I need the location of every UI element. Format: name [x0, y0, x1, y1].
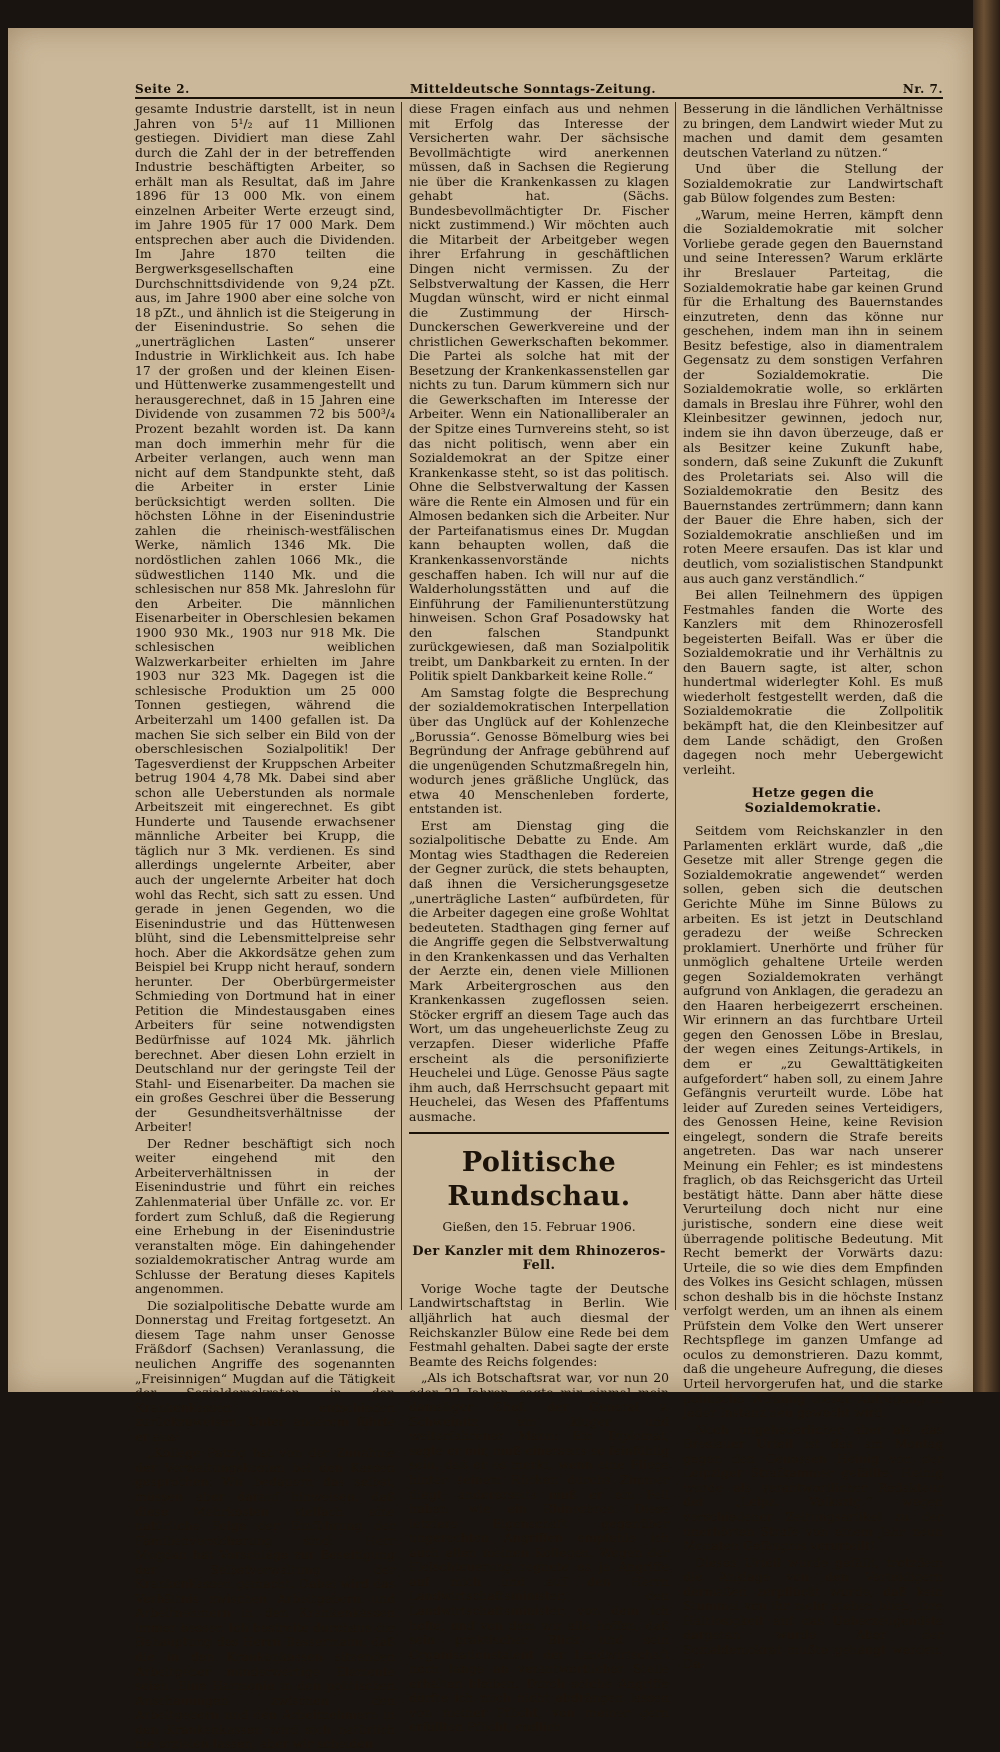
issue-number: Nr. 7.: [902, 82, 943, 96]
paragraph: „Als ich Botschaftsrat war, vor nun 20 oder 22 Jahren, sagte mir einmal mein damaliger Chef, der General v. Schweinitz, ein kluger und welterfahrener Mann: Ein Diplomat, sagte er mir, muß einerseits so feinfühlig sein, daß er es merkt, wenn eine Fliege hinter seinem Rücken durchs Zimmer fliegt; andererseits muß er ein Fell haben, wie ein Rhinozeros. Diese letztere Eigenschaft gegenüber ungerechten Angriffen empfehle ich auch allen meinen Kollegen. Wegen der Fleischteuerung regnete es ja Angriffe auf mich und auf den Herrn Landwirtschaftsminister, den Landwirtschaftsminister, von dem ich hoffe, und von dem wir alle hoffen, daß sein praktischer Blick und sein Organisationstalent der Landwirtschaft noch lange an verantwortlicher Stelle erhalten bleiben. Durch solche Angriffe dürfte ich mich nicht abdrängen lassen von meiner Pflicht, von meiner gern erfüllten Pflicht, endlich: [409, 1370, 669, 1735]
page-number: Seite 2.: [135, 82, 190, 96]
column-2: [409, 101, 669, 1735]
paragraph: Dieses Urteil wurde gefällt, trotzdem die Anklage von den Verteidigern dermaßen zerpflückt wurde, daß kein Stummel von ihr mehr stehen blieb, ihre Haltlosigkeit auf das Ueberzeugendste dargetan wurde. Aber der Sozialdemokrat mußte gehängt werden. Da-: [683, 1554, 943, 1672]
header-rule: [135, 97, 943, 99]
column-3: [683, 101, 943, 1672]
page-header: [135, 82, 943, 96]
column-1: [135, 101, 395, 1752]
paragraph: Die sozialpolitische Debatte wurde am Donnerstag und Freitag fortgesetzt. An diesem Tage nahm unser Genosse Fräßdorf (Sachsen) Veranlassung, die neulichen Angriffe des sogenannten „Freisinnigen“ Mugdan auf die Tätigkeit der Sozialdemokraten in den Krankenkassen entschieden zurückzuweisen. Unter anderem führte er aus:: [135, 1297, 395, 1444]
paragraph: gesamte Industrie darstellt, ist in neun Jahren von 5¹/₂ auf 11 Millionen gestiegen. Dividiert man diese Zahl durch die Zahl der in der betreffenden Industrie beschäftigten Arbeiter, so erhält man als Resultat, daß im Jahre 1896 für 13 000 Mk. von einem einzelnen Arbeiter Werte erzeugt sind, im Jahre 1905 für 17 000 Mark. Dem entsprechen aber auch die Dividenden. Im Jahre 1870 teilten die Bergwerksgesellschaften eine Durchschnittsdividende von 9,24 pZt. aus, im Jahre 1900 aber eine solche von 18 pZt., und ähnlich ist die Steigerung in der Eisenindustrie. So sehen die „unerträglichen Lasten“ unserer Industrie in Wirklichkeit aus. Ich habe 17 der großen und der kleinen Eisen- und Hüttenwerke zusammengestellt und herausgerechnet, daß in 15 Jahren eine Dividende von zusammen 72 bis 500³/₄ Prozent bezahlt worden ist. Da kann man doch immerhin mehr für die Arbeiter verlangen, auch wenn man nicht auf dem Standpunkte steht, daß die Arbeiter in erster Linie berücksichtigt werden sollten. Die höchsten Löhne in der Eisenindustrie zahlen die rheinisch-westfälischen Werke, nämlich 1346 Mk. Die nordöstlichen zahlen 1066 Mk., die südwestlichen 1140 Mk. und die schlesischen nur 858 Mk. Jahreslohn für den Arbeiter. Die männlichen Eisenarbeiter in Oberschlesien bekamen 1900 930 Mk., 1903 nur 918 Mk. Die schlesischen weiblichen Walzwerkarbeiter erhielten im Jahre 1903 nur 323 Mk. Dagegen ist die schlesische Produktion um 25 000 Tonnen gestiegen, während die Arbeiterzahl um 1400 gefallen ist. Da machen Sie sich selber ein Bild von der oberschlesischen Sozialpolitik! Der Tagesverdienst der Kruppschen Arbeiter betrug 1904 4,78 Mk. Dabei sind aber schon alle Ueberstunden als normale Arbeitszeit mit eingerechnet. Es gibt Hunderte und Tausende erwachsener männliche Arbeiter bei Krupp, die täglich nur 3 Mk. verdienen. Es sind allerdings ungelernte Arbeiter, aber auch der ungelernte Arbeiter hat doch wohl das Recht, sich satt zu essen. Und gerade in jenen Gegenden, wo die Eisenindustrie und das Hüttenwesen blüht, sind die Lebensmittelpreise sehr hoch. Aber die Akkordsätze gehen zum Beispiel bei Krupp nicht herauf, sondern herunter. Der Oberbürgermeister Schmieding von Dortmund hat in einer Petition die Mindestausgaben eines Arbeiters für seine notwendigsten Bedürfnisse auf 1024 Mk. jährlich berechnet. Aber diesen Lohn erzielt in Deutschland nur der geringste Teil der Stahl- und Eisenarbeiter. Da machen sie ein großes Geschrei über die Besserung der Gesundheitsverhältnisse der Arbeiter!: [135, 101, 395, 1135]
column-divider: [401, 102, 402, 1310]
paragraph: Noch ungeheuerlicher aber als das Breslauer Urteil ist das am Montag gegen den Genossen Heinig von der Leipziger Strafkammer gefällte. Heinig wurde als verantwortlicher Redakteur der „Leipz. Volksztg.“ wegen verschiedener Zeitungsartikel zu der unerhörten Strafe von einem Jahr neun Monaten Gefängnis verurteilt!: [683, 1421, 943, 1554]
book-spine: [973, 0, 1000, 1392]
dateline: Gießen, den 15. Februar 1906.: [442, 1219, 636, 1235]
column-divider: [675, 102, 676, 1310]
paragraph: Vorige Woche tagte der Deutsche Landwirtschaftstag in Berlin. Wie alljährlich hat auch diesmal der Reichskanzler Bülow eine Rede bei dem Festmahl gehalten. Dabei sagte der erste Beamte des Reichs folgendes:: [409, 1280, 669, 1369]
paragraph: Erst am Dienstag ging die sozialpolitische Debatte zu Ende. Am Montag wies Stadthagen die Redereien der Gegner zurück, die stets behaupten, daß ihnen die Versicherungsgesetze „unerträgliche Lasten“ aufbürdeten, für die Arbeiter dagegen eine große Wohltat bedeuteten. Stadthagen ging ferner auf die Angriffe gegen die Selbstverwaltung in den Krankenkassen und das Verhalten der Aerzte ein, denen viele Millionen Mark Arbeitergroschen aus den Krankenkassen zugeflossen seien. Stöcker ergriff an diesem Tage auch das Wort, um das ungeheuerlichste Zeug zu verzapfen. Dieser widerliche Pfaffe erscheint als die personifizierte Heuchelei und Lüge. Genosse Päus sagte ihm auch, daß Herrschsucht gepaart mit Heuchelei, das Wesen des Pfaffentums ausmache.: [409, 817, 669, 1124]
paragraph: „Kollege Patzig hat von der Zunahme der Verwaltungskosten bei den Kassen gesprochen. Wir bedauern das selbst, müssen aber darauf hinweisen, daß diese Mehrkosten vielfach eine natürliche Folge der Einführung der Familienversicherung sind. Herr Mugdan hat Vorschläge zur Beseitigung der Selbstverwaltung der Krankenkassen gemacht. Dabei wird das Verhältnis zwischen Arbeitgebern und Arbeitnehmern in den Krankenkassen immer besser. Ich bestreite durchaus die Behauptung des Herrn Bassermann, daß die in den Krankenkassen sitzenden Arbeitgeber minderwertige Elemente seien. Eine Harmonie in den politischen Anschauungen zwischen den Arbeitgebern und den Arbeitnehmern in den Krankenkassen wird sich natürlich nie erzielen lassen, aber wir scheiden: [135, 1445, 395, 1752]
paragraph: Besserung in die ländlichen Verhältnisse zu bringen, dem Landwirt wieder Mut zu machen und damit dem gesamten deutschen Vaterland zu nützen.“: [683, 101, 943, 160]
paragraph: diese Fragen einfach aus und nehmen mit Erfolg das Interesse der Versicherten wahr. Der sächsische Bevollmächtigte wird anerkennen müssen, daß in Sachsen die Regierung nie über die Krankenkassen zu klagen gehabt hat. (Sächs. Bundesbevollmächtigter Dr. Fischer nickt zustimmend.) Wir möchten auch die Mitarbeit der Arbeitgeber wegen ihrer Erfahrung in geschäftlichen Dingen nicht vermissen. Zu der Selbstverwaltung der Kassen, die Herr Mugdan wünscht, wird er nicht einmal die Zustimmung der Hirsch-Dunckerschen Gewerkvereine und der christlichen Gewerkschaften bekommer. Die Partei als solche hat mit der Besetzung der Krankenkassenstellen gar nichts zu tun. Darum kümmern sich nur die Gewerkschaften im Interesse der Arbeiter. Wenn ein Nationalliberaler an der Spitze eines Turnvereins steht, so ist das nicht politisch, wenn aber ein Sozialdemokrat an der Spitze einer Krankenkasse steht, so ist das politisch. Ohne die Selbstverwaltung der Kassen wäre die Rente ein Almosen und für ein Almosen bedanken sich die Arbeiter. Nur der Parteifanatismus eines Dr. Mugdan kann behaupten wollen, daß die Krankenkassenvorstände nichts geschaffen haben. Ich will nur auf die Walderholungsstätten und auf die Einführung der Familienunterstützung hinweisen. Schon Graf Posadowsky hat den falschen Standpunkt zurückgewiesen, daß man Sozialpolitik treibt, um Dankbarkeit zu ernten. In der Politik spielt Dankbarkeit keine Rolle.“: [409, 101, 669, 684]
paragraph: Seitdem vom Reichskanzler in den Parlamenten erklärt wurde, daß „die Gesetze mit aller Strenge gegen die Sozialdemokratie angewendet“ werden sollen, geben sich die deutschen Gerichte Mühe im Sinne Bülows zu arbeiten. Es ist jetzt in Deutschland geradezu der weiße Schrecken proklamiert. Unerhörte und früher für unmöglich gehaltene Urteile werden gegen Sozialdemokraten verhängt aufgrund von Anklagen, die geradezu an den Haaren herbeigezerrt erscheinen. Wir erinnern an das furchtbare Urteil gegen den Genossen Löbe in Breslau, der wegen eines Zeitungs-Artikels, in dem er „zu Gewalttätigkeiten aufgefordert“ haben soll, zu einem Jahre Gefängnis verurteilt wurde. Löbe hat leider auf Zureden seines Verteidigers, des Genossen Heine, keine Revision eingelegt, sondern die Strafe bereits angetreten. Das war nach unserer Meinung ein Fehler; es ist mindestens fraglich, ob das Reichsgericht das Urteil bestätigt hätte. Dann aber hätte diese Verurteilung doch nicht nur eine juristische, sondern eine diese weit überragende politische Bedeutung. Mit Recht bemerkt der Vorwärts dazu: Urteile, die so wie dies dem Empfinden des Volkes ins Gesicht schlagen, müssen schon deshalb bis in die höchste Instanz verfolgt werden, um an ihnen als einem Prüfstein dem Volke den Wert unserer Rechtspflege im ganzen Umfange ad oculos zu demonstrieren. Dazu kommt, daß die ungeheure Aufregung, die dieses Urteil hervorgerufen hat, und die starke politische Wirkung dieser Aufregung in jeder Instanz neu gewecht wird.: [683, 823, 943, 1421]
paragraph: Der Redner beschäftigt sich noch weiter eingehend mit den Arbeiterverhältnissen in der Eisenindustrie und führt ein reiches Zahlenmaterial über Unfälle zc. vor. Er fordert zum Schluß, daß die Regierung eine Erhebung in der Eisenindustrie veranstalten möge. Ein dahingehender sozialdemokratischer Antrag wurde am Schlusse der Beratung dieses Kapitels angenommen.: [135, 1135, 395, 1297]
paragraph: „Warum, meine Herren, kämpft denn die Sozialdemokratie mit solcher Vorliebe gerade gegen den Bauernstand und seine Interessen? Warum erklärte ihr Breslauer Parteitag, die Sozialdemokratie habe gar keinen Grund für die Erhaltung des Bauernstandes einzutreten, denn das könne nur geschehen, indem man ihn in seinem Besitz befestige, also in diamentralem Gegensatz zu dem sonstigen Verfahren der Sozialdemokratie. Die Sozialdemokratie wolle, so erklärten damals in Breslau ihre Führer, wohl den Kleinbesitzer gewinnen, jedoch nur, indem sie ihn davon überzeuge, daß er als Besitzer keine Zukunft habe, sondern, daß seine Zukunft die Zukunft des Proletariats sei. Also will die Sozialdemokratie den Besitz des Bauernstandes zertrümmern; dann kann der Bauer die Ehre haben, sich der Sozialdemokratie anschließen und im roten Meere ersaufen. Das ist klar und deutlich, vom sozialistischen Standpunkt aus auch ganz verständlich.“: [683, 206, 943, 586]
paragraph: Am Samstag folgte die Besprechung der sozialdemokratischen Interpellation über das Unglück auf der Kohlenzeche „Borussia“. Genosse Bömelburg wies bei Begründung der Anfrage gebührend auf die ungenügenden Schutzmaßregeln hin, wodurch jenes gräßliche Unglück, das etwa 40 Menschenleben forderte, entstanden ist.: [409, 684, 669, 817]
newspaper-title: Mitteldeutsche Sonntags-Zeitung.: [410, 82, 657, 96]
article-heading: Hetze gegen die Sozialdemokratie.: [744, 786, 882, 816]
section-title: Politische Rundschau.: [447, 1147, 631, 1213]
section-rule: [409, 1132, 669, 1134]
paragraph: Und über die Stellung der Sozialdemokratie zur Landwirtschaft gab Bülow folgendes zum Besten:: [683, 161, 943, 206]
paragraph: Bei allen Teilnehmern des üppigen Festmahles fanden die Worte des Kanzlers mit dem Rhinozerosfell begeisterten Beifall. Was er über die Sozialdemokratie und ihr Verhältnis zu den Bauern sagte, ist alter, schon hundertmal widerlegter Kohl. Es muß wiederholt festgestellt werden, daß die Sozialdemokratie die Zollpolitik bekämpft hat, die den Kleinbesitzer auf dem Lande schädigt, den Großen dagegen noch mehr Uebergewicht verleiht.: [683, 587, 943, 777]
article-heading: Der Kanzler mit dem Rhinozeros-Fell.: [412, 1243, 666, 1274]
